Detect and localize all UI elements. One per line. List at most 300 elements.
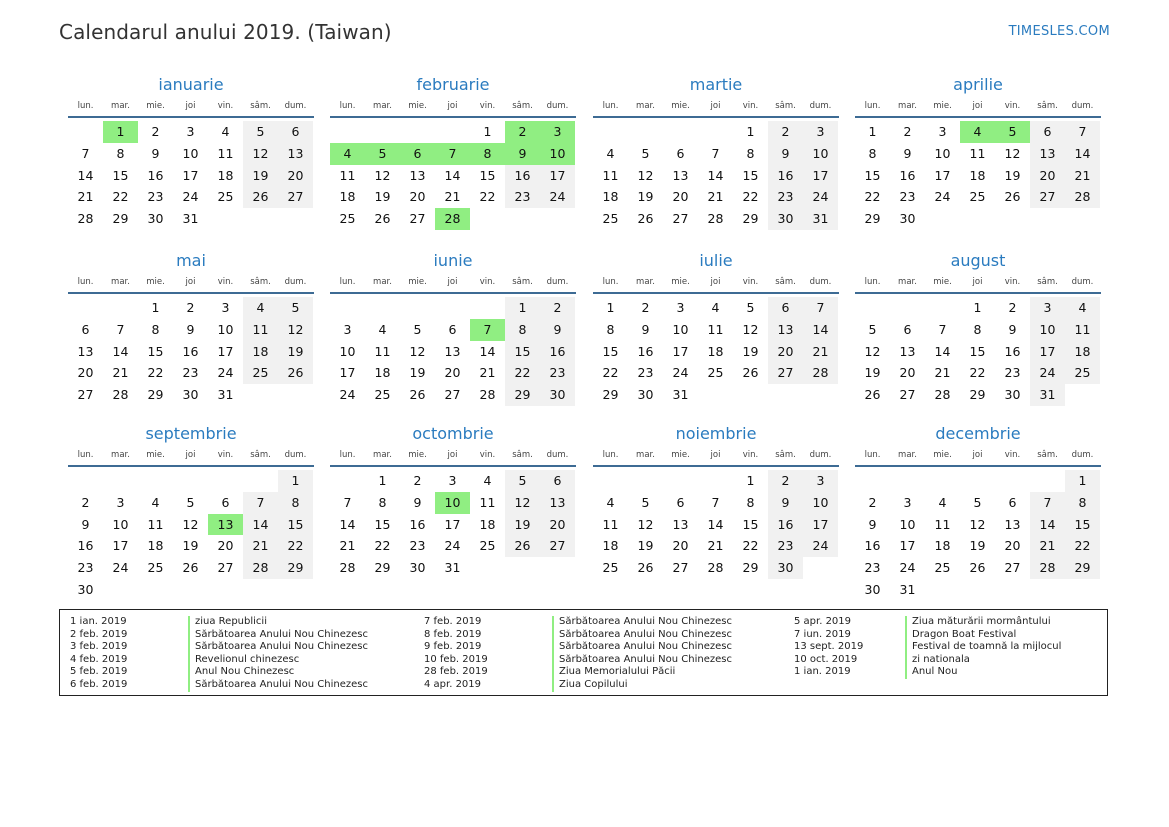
holiday-name-column xyxy=(905,616,1061,679)
day-cell: 12 xyxy=(637,516,654,532)
day-cell: 2 xyxy=(903,124,912,139)
holiday-date: 3 feb. 2019 xyxy=(70,641,128,653)
empty-cell xyxy=(400,121,435,143)
day-cell: 26 xyxy=(374,211,391,227)
day-cell: 29 xyxy=(864,211,881,227)
day-cell: 12 xyxy=(637,167,654,183)
day-cell: 18 xyxy=(339,189,356,205)
month-august xyxy=(855,250,1101,406)
empty-cell xyxy=(540,557,575,579)
day-cell: 24 xyxy=(540,186,575,208)
weekday-header xyxy=(68,272,314,294)
day-cell: 7 xyxy=(1030,492,1065,514)
empty-cell xyxy=(435,121,470,143)
day-cell: 4 xyxy=(151,494,160,510)
month-noiembrie xyxy=(593,423,839,579)
day-cell: 11 xyxy=(217,145,234,161)
day-cell: 7 xyxy=(435,143,470,165)
day-cell: 29 xyxy=(969,387,986,403)
day-cell: 19 xyxy=(742,343,759,359)
day-cell: 9 xyxy=(505,143,540,165)
day-cell: 1 xyxy=(868,124,877,139)
month-title: octombrie xyxy=(412,424,494,443)
day-cell: 18 xyxy=(934,538,951,554)
empty-cell xyxy=(138,579,173,601)
day-cell: 27 xyxy=(768,362,803,384)
day-cell: 19 xyxy=(864,365,881,381)
day-cell: 15 xyxy=(112,167,129,183)
day-cell: 27 xyxy=(1004,560,1021,576)
day-cell: 1 xyxy=(278,470,313,492)
holiday-name: Dragon Boat Festival xyxy=(912,628,1017,640)
day-cell: 24 xyxy=(803,535,838,557)
day-cell: 27 xyxy=(899,387,916,403)
month-title: ianuarie xyxy=(158,75,224,94)
empty-cell xyxy=(138,470,173,492)
holiday-name: Ziua Memorialului Păcii xyxy=(559,666,676,678)
empty-cell xyxy=(103,470,138,492)
holiday-name: Anul Nou xyxy=(912,666,958,678)
day-cell: 26 xyxy=(1004,189,1021,205)
empty-cell xyxy=(278,208,313,230)
day-cell: 5 xyxy=(868,321,877,337)
weekday-label: lun. xyxy=(339,277,356,287)
day-cell: 13 xyxy=(899,343,916,359)
empty-cell xyxy=(243,384,278,406)
day-grid xyxy=(855,470,1101,601)
empty-cell xyxy=(330,121,365,143)
day-cell: 26 xyxy=(505,535,540,557)
weekday-label: vin. xyxy=(742,277,759,287)
day-cell: 1 xyxy=(746,473,755,488)
day-cell: 18 xyxy=(707,343,724,359)
day-cell: 6 xyxy=(1008,494,1017,510)
weekday-label: lun. xyxy=(864,101,881,111)
weekday-label: joi xyxy=(185,101,196,111)
weekday-label: mie. xyxy=(933,277,952,287)
day-cell: 9 xyxy=(641,321,650,337)
day-cell: 19 xyxy=(637,538,654,554)
day-cell: 4 xyxy=(221,124,230,139)
empty-cell xyxy=(628,470,663,492)
day-cell: 14 xyxy=(112,343,129,359)
day-cell: 29 xyxy=(147,387,164,403)
day-cell: 22 xyxy=(278,535,313,557)
day-cell: 2 xyxy=(868,494,877,510)
day-cell: 6 xyxy=(1030,121,1065,143)
day-cell: 28 xyxy=(339,560,356,576)
holiday-date: 9 feb. 2019 xyxy=(424,641,482,653)
month-title: iunie xyxy=(433,251,473,270)
day-cell: 9 xyxy=(768,492,803,514)
month-title: martie xyxy=(689,75,743,94)
day-cell: 12 xyxy=(374,167,391,183)
day-cell: 26 xyxy=(637,211,654,227)
day-cell: 27 xyxy=(1030,186,1065,208)
day-cell: 11 xyxy=(602,516,619,532)
day-cell: 10 xyxy=(217,321,234,337)
day-cell: 14 xyxy=(1065,143,1100,165)
day-cell: 19 xyxy=(637,189,654,205)
day-cell: 14 xyxy=(1030,514,1065,536)
day-cell: 2 xyxy=(641,300,650,315)
day-cell: 23 xyxy=(1004,365,1021,381)
day-cell: 21 xyxy=(112,365,129,381)
day-cell: 2 xyxy=(505,121,540,143)
holiday-name: Anul Nou Chinezesc xyxy=(195,666,295,678)
empty-cell xyxy=(698,121,733,143)
weekday-label: sâm. xyxy=(250,101,271,111)
day-cell: 9 xyxy=(1008,321,1017,337)
day-cell: 12 xyxy=(505,492,540,514)
empty-cell xyxy=(330,297,365,319)
weekday-label: mar. xyxy=(898,101,917,111)
day-cell: 6 xyxy=(768,297,803,319)
day-cell: 25 xyxy=(602,560,619,576)
day-cell: 13 xyxy=(672,516,689,532)
day-cell: 29 xyxy=(602,387,619,403)
day-cell: 12 xyxy=(969,516,986,532)
day-cell: 7 xyxy=(711,494,720,510)
weekday-label: mie. xyxy=(408,277,427,287)
day-cell: 23 xyxy=(409,538,426,554)
empty-cell xyxy=(733,384,768,406)
day-cell: 24 xyxy=(339,387,356,403)
day-cell: 22 xyxy=(1065,535,1100,557)
day-cell: 3 xyxy=(676,300,685,315)
day-cell: 21 xyxy=(339,538,356,554)
day-cell: 30 xyxy=(147,211,164,227)
day-cell: 1 xyxy=(151,300,160,315)
day-cell: 9 xyxy=(768,143,803,165)
weekday-label: dum. xyxy=(1071,101,1094,111)
day-grid xyxy=(68,470,314,601)
empty-cell xyxy=(470,557,505,579)
holiday-date: 13 sept. 2019 xyxy=(794,641,864,653)
weekday-label: sâm. xyxy=(775,101,796,111)
holiday-date: 6 feb. 2019 xyxy=(70,678,128,690)
day-cell: 7 xyxy=(343,494,352,510)
day-cell: 20 xyxy=(672,538,689,554)
day-cell: 11 xyxy=(1065,319,1100,341)
day-cell: 29 xyxy=(374,560,391,576)
day-cell: 26 xyxy=(182,560,199,576)
day-cell: 17 xyxy=(182,167,199,183)
day-cell: 1 xyxy=(606,300,615,315)
weekday-label: vin. xyxy=(479,450,496,460)
month-title: februarie xyxy=(416,75,490,94)
day-cell: 25 xyxy=(602,211,619,227)
day-cell: 11 xyxy=(479,494,496,510)
day-cell: 31 xyxy=(1030,384,1065,406)
day-cell: 13 xyxy=(444,343,461,359)
day-cell: 30 xyxy=(540,384,575,406)
day-cell: 24 xyxy=(803,186,838,208)
day-cell: 1 xyxy=(483,124,492,139)
empty-cell xyxy=(855,470,890,492)
weekday-label: dum. xyxy=(546,101,569,111)
weekday-header xyxy=(593,272,839,294)
empty-cell xyxy=(68,121,103,143)
day-cell: 24 xyxy=(934,189,951,205)
empty-cell xyxy=(208,470,243,492)
weekday-label: mie. xyxy=(408,101,427,111)
weekday-label: sâm. xyxy=(1037,450,1058,460)
day-cell: 6 xyxy=(400,143,435,165)
day-cell: 27 xyxy=(672,560,689,576)
day-cell: 8 xyxy=(868,145,877,161)
day-cell: 27 xyxy=(540,535,575,557)
weekday-label: mie. xyxy=(671,277,690,287)
day-cell: 22 xyxy=(742,538,759,554)
empty-cell xyxy=(698,384,733,406)
day-cell: 31 xyxy=(217,387,234,403)
day-cell: 1 xyxy=(746,124,755,139)
day-cell: 6 xyxy=(278,121,313,143)
day-cell: 4 xyxy=(483,473,492,488)
day-cell: 29 xyxy=(742,560,759,576)
day-cell: 3 xyxy=(221,300,230,315)
holiday-date: 5 apr. 2019 xyxy=(794,616,852,627)
day-cell: 16 xyxy=(768,514,803,536)
day-cell: 5 xyxy=(973,494,982,510)
day-grid xyxy=(593,470,839,579)
day-cell: 21 xyxy=(479,365,496,381)
month-title: august xyxy=(950,251,1006,270)
day-cell: 15 xyxy=(479,167,496,183)
day-cell: 20 xyxy=(672,189,689,205)
day-cell: 24 xyxy=(1030,362,1065,384)
day-cell: 17 xyxy=(540,165,575,187)
day-cell: 8 xyxy=(746,494,755,510)
weekday-label: vin. xyxy=(217,450,234,460)
day-cell: 9 xyxy=(413,494,422,510)
day-cell: 25 xyxy=(1065,362,1100,384)
weekday-label: vin. xyxy=(479,277,496,287)
day-cell: 7 xyxy=(81,145,90,161)
month-title: aprilie xyxy=(953,75,1003,94)
day-cell: 16 xyxy=(77,538,94,554)
weekday-label: lun. xyxy=(602,450,619,460)
day-cell: 20 xyxy=(409,189,426,205)
day-cell: 10 xyxy=(672,321,689,337)
day-cell: 23 xyxy=(768,186,803,208)
day-cell: 3 xyxy=(116,494,125,510)
day-cell: 5 xyxy=(243,121,278,143)
day-cell: 9 xyxy=(151,145,160,161)
day-cell: 30 xyxy=(637,387,654,403)
holiday-name: Sărbătoarea Anului Nou Chinezesc xyxy=(195,678,368,690)
day-cell: 19 xyxy=(409,365,426,381)
empty-cell xyxy=(890,297,925,319)
day-cell: 16 xyxy=(505,165,540,187)
empty-cell xyxy=(995,470,1030,492)
day-cell: 2 xyxy=(186,300,195,315)
empty-cell xyxy=(925,208,960,230)
holiday-name: Sărbătoarea Anului Nou Chinezesc xyxy=(559,628,732,640)
weekday-label: dum. xyxy=(1071,277,1094,287)
day-cell: 30 xyxy=(77,581,94,597)
day-cell: 26 xyxy=(278,362,313,384)
weekday-header xyxy=(68,445,314,467)
day-cell: 23 xyxy=(899,189,916,205)
day-cell: 14 xyxy=(243,514,278,536)
weekday-header xyxy=(593,445,839,467)
empty-cell xyxy=(1030,470,1065,492)
day-cell: 17 xyxy=(1030,341,1065,363)
holiday-date: 5 feb. 2019 xyxy=(70,666,128,678)
day-cell: 6 xyxy=(448,321,457,337)
weekday-label: dum. xyxy=(546,450,569,460)
day-cell: 30 xyxy=(768,557,803,579)
day-cell: 28 xyxy=(112,387,129,403)
day-cell: 14 xyxy=(77,167,94,183)
day-cell: 4 xyxy=(330,143,365,165)
weekday-label: dum. xyxy=(809,101,832,111)
day-cell: 15 xyxy=(278,514,313,536)
day-cell: 31 xyxy=(444,560,461,576)
day-cell: 10 xyxy=(112,516,129,532)
day-cell: 1 xyxy=(103,121,138,143)
day-cell: 13 xyxy=(768,319,803,341)
day-cell: 31 xyxy=(899,581,916,597)
day-cell: 3 xyxy=(803,121,838,143)
day-cell: 11 xyxy=(707,321,724,337)
empty-cell xyxy=(593,121,628,143)
weekday-label: lun. xyxy=(77,277,94,287)
weekday-label: sâm. xyxy=(512,277,533,287)
day-cell: 22 xyxy=(505,362,540,384)
weekday-label: lun. xyxy=(864,450,881,460)
month-aprilie xyxy=(855,74,1101,230)
empty-cell xyxy=(173,579,208,601)
day-cell: 20 xyxy=(217,538,234,554)
empty-cell xyxy=(68,470,103,492)
day-cell: 29 xyxy=(1065,557,1100,579)
day-cell: 18 xyxy=(147,538,164,554)
empty-cell xyxy=(365,121,400,143)
holiday-date: 7 iun. 2019 xyxy=(794,628,851,640)
weekday-label: joi xyxy=(710,277,721,287)
weekday-label: vin. xyxy=(217,101,234,111)
holiday-date: 10 oct. 2019 xyxy=(794,653,858,665)
day-grid xyxy=(330,297,576,406)
month-ianuarie xyxy=(68,74,314,230)
day-cell: 16 xyxy=(768,165,803,187)
day-cell: 24 xyxy=(182,189,199,205)
weekday-label: dum. xyxy=(284,101,307,111)
day-cell: 16 xyxy=(899,167,916,183)
day-grid xyxy=(593,121,839,230)
day-cell: 24 xyxy=(899,560,916,576)
weekday-label: mar. xyxy=(373,450,392,460)
day-cell: 2 xyxy=(413,473,422,488)
empty-cell xyxy=(995,579,1030,601)
day-cell: 30 xyxy=(409,560,426,576)
day-cell: 5 xyxy=(641,494,650,510)
weekday-label: dum. xyxy=(284,277,307,287)
day-cell: 19 xyxy=(182,538,199,554)
day-cell: 27 xyxy=(278,186,313,208)
day-cell: 10 xyxy=(934,145,951,161)
day-cell: 2 xyxy=(540,297,575,319)
empty-cell xyxy=(505,208,540,230)
day-cell: 18 xyxy=(217,167,234,183)
day-cell: 31 xyxy=(803,208,838,230)
day-cell: 8 xyxy=(505,319,540,341)
empty-cell xyxy=(995,208,1030,230)
day-cell: 16 xyxy=(864,538,881,554)
day-cell: 10 xyxy=(182,145,199,161)
weekday-label: mie. xyxy=(933,101,952,111)
day-cell: 2 xyxy=(151,124,160,139)
day-cell: 21 xyxy=(707,189,724,205)
day-grid xyxy=(330,470,576,579)
day-grid xyxy=(68,297,314,406)
weekday-label: sâm. xyxy=(775,450,796,460)
day-cell: 13 xyxy=(540,492,575,514)
day-cell: 22 xyxy=(742,189,759,205)
day-cell: 25 xyxy=(969,189,986,205)
day-cell: 15 xyxy=(864,167,881,183)
day-cell: 24 xyxy=(217,365,234,381)
day-cell: 1 xyxy=(1065,470,1100,492)
weekday-label: mar. xyxy=(111,101,130,111)
day-cell: 11 xyxy=(934,516,951,532)
day-grid xyxy=(855,121,1101,230)
day-cell: 31 xyxy=(182,211,199,227)
day-cell: 7 xyxy=(1065,121,1100,143)
day-cell: 10 xyxy=(540,143,575,165)
holiday-date: 8 feb. 2019 xyxy=(424,628,482,640)
day-cell: 23 xyxy=(768,535,803,557)
day-cell: 30 xyxy=(1004,387,1021,403)
weekday-label: sâm. xyxy=(775,277,796,287)
day-cell: 19 xyxy=(278,341,313,363)
day-cell: 18 xyxy=(243,341,278,363)
day-cell: 8 xyxy=(1065,492,1100,514)
weekday-label: mar. xyxy=(111,450,130,460)
empty-cell xyxy=(803,557,838,579)
day-cell: 15 xyxy=(742,516,759,532)
empty-cell xyxy=(925,470,960,492)
empty-cell xyxy=(540,208,575,230)
empty-cell xyxy=(243,208,278,230)
day-cell: 22 xyxy=(112,189,129,205)
empty-cell xyxy=(890,470,925,492)
empty-cell xyxy=(68,297,103,319)
day-cell: 25 xyxy=(707,365,724,381)
day-cell: 4 xyxy=(711,300,720,315)
month-martie xyxy=(593,74,839,230)
day-cell: 27 xyxy=(672,211,689,227)
day-cell: 8 xyxy=(606,321,615,337)
holiday-date-column xyxy=(424,616,488,692)
weekday-label: lun. xyxy=(339,450,356,460)
day-cell: 13 xyxy=(409,167,426,183)
day-cell: 5 xyxy=(505,470,540,492)
day-cell: 26 xyxy=(864,387,881,403)
holiday-name: Ziua măturării mormântului xyxy=(912,616,1051,627)
day-cell: 17 xyxy=(672,343,689,359)
day-cell: 19 xyxy=(243,165,278,187)
day-cell: 14 xyxy=(339,516,356,532)
day-cell: 21 xyxy=(934,365,951,381)
site-link[interactable]: TIMESLES.COM xyxy=(1008,24,1110,39)
day-cell: 10 xyxy=(803,143,838,165)
day-cell: 20 xyxy=(1004,538,1021,554)
day-cell: 18 xyxy=(1065,341,1100,363)
